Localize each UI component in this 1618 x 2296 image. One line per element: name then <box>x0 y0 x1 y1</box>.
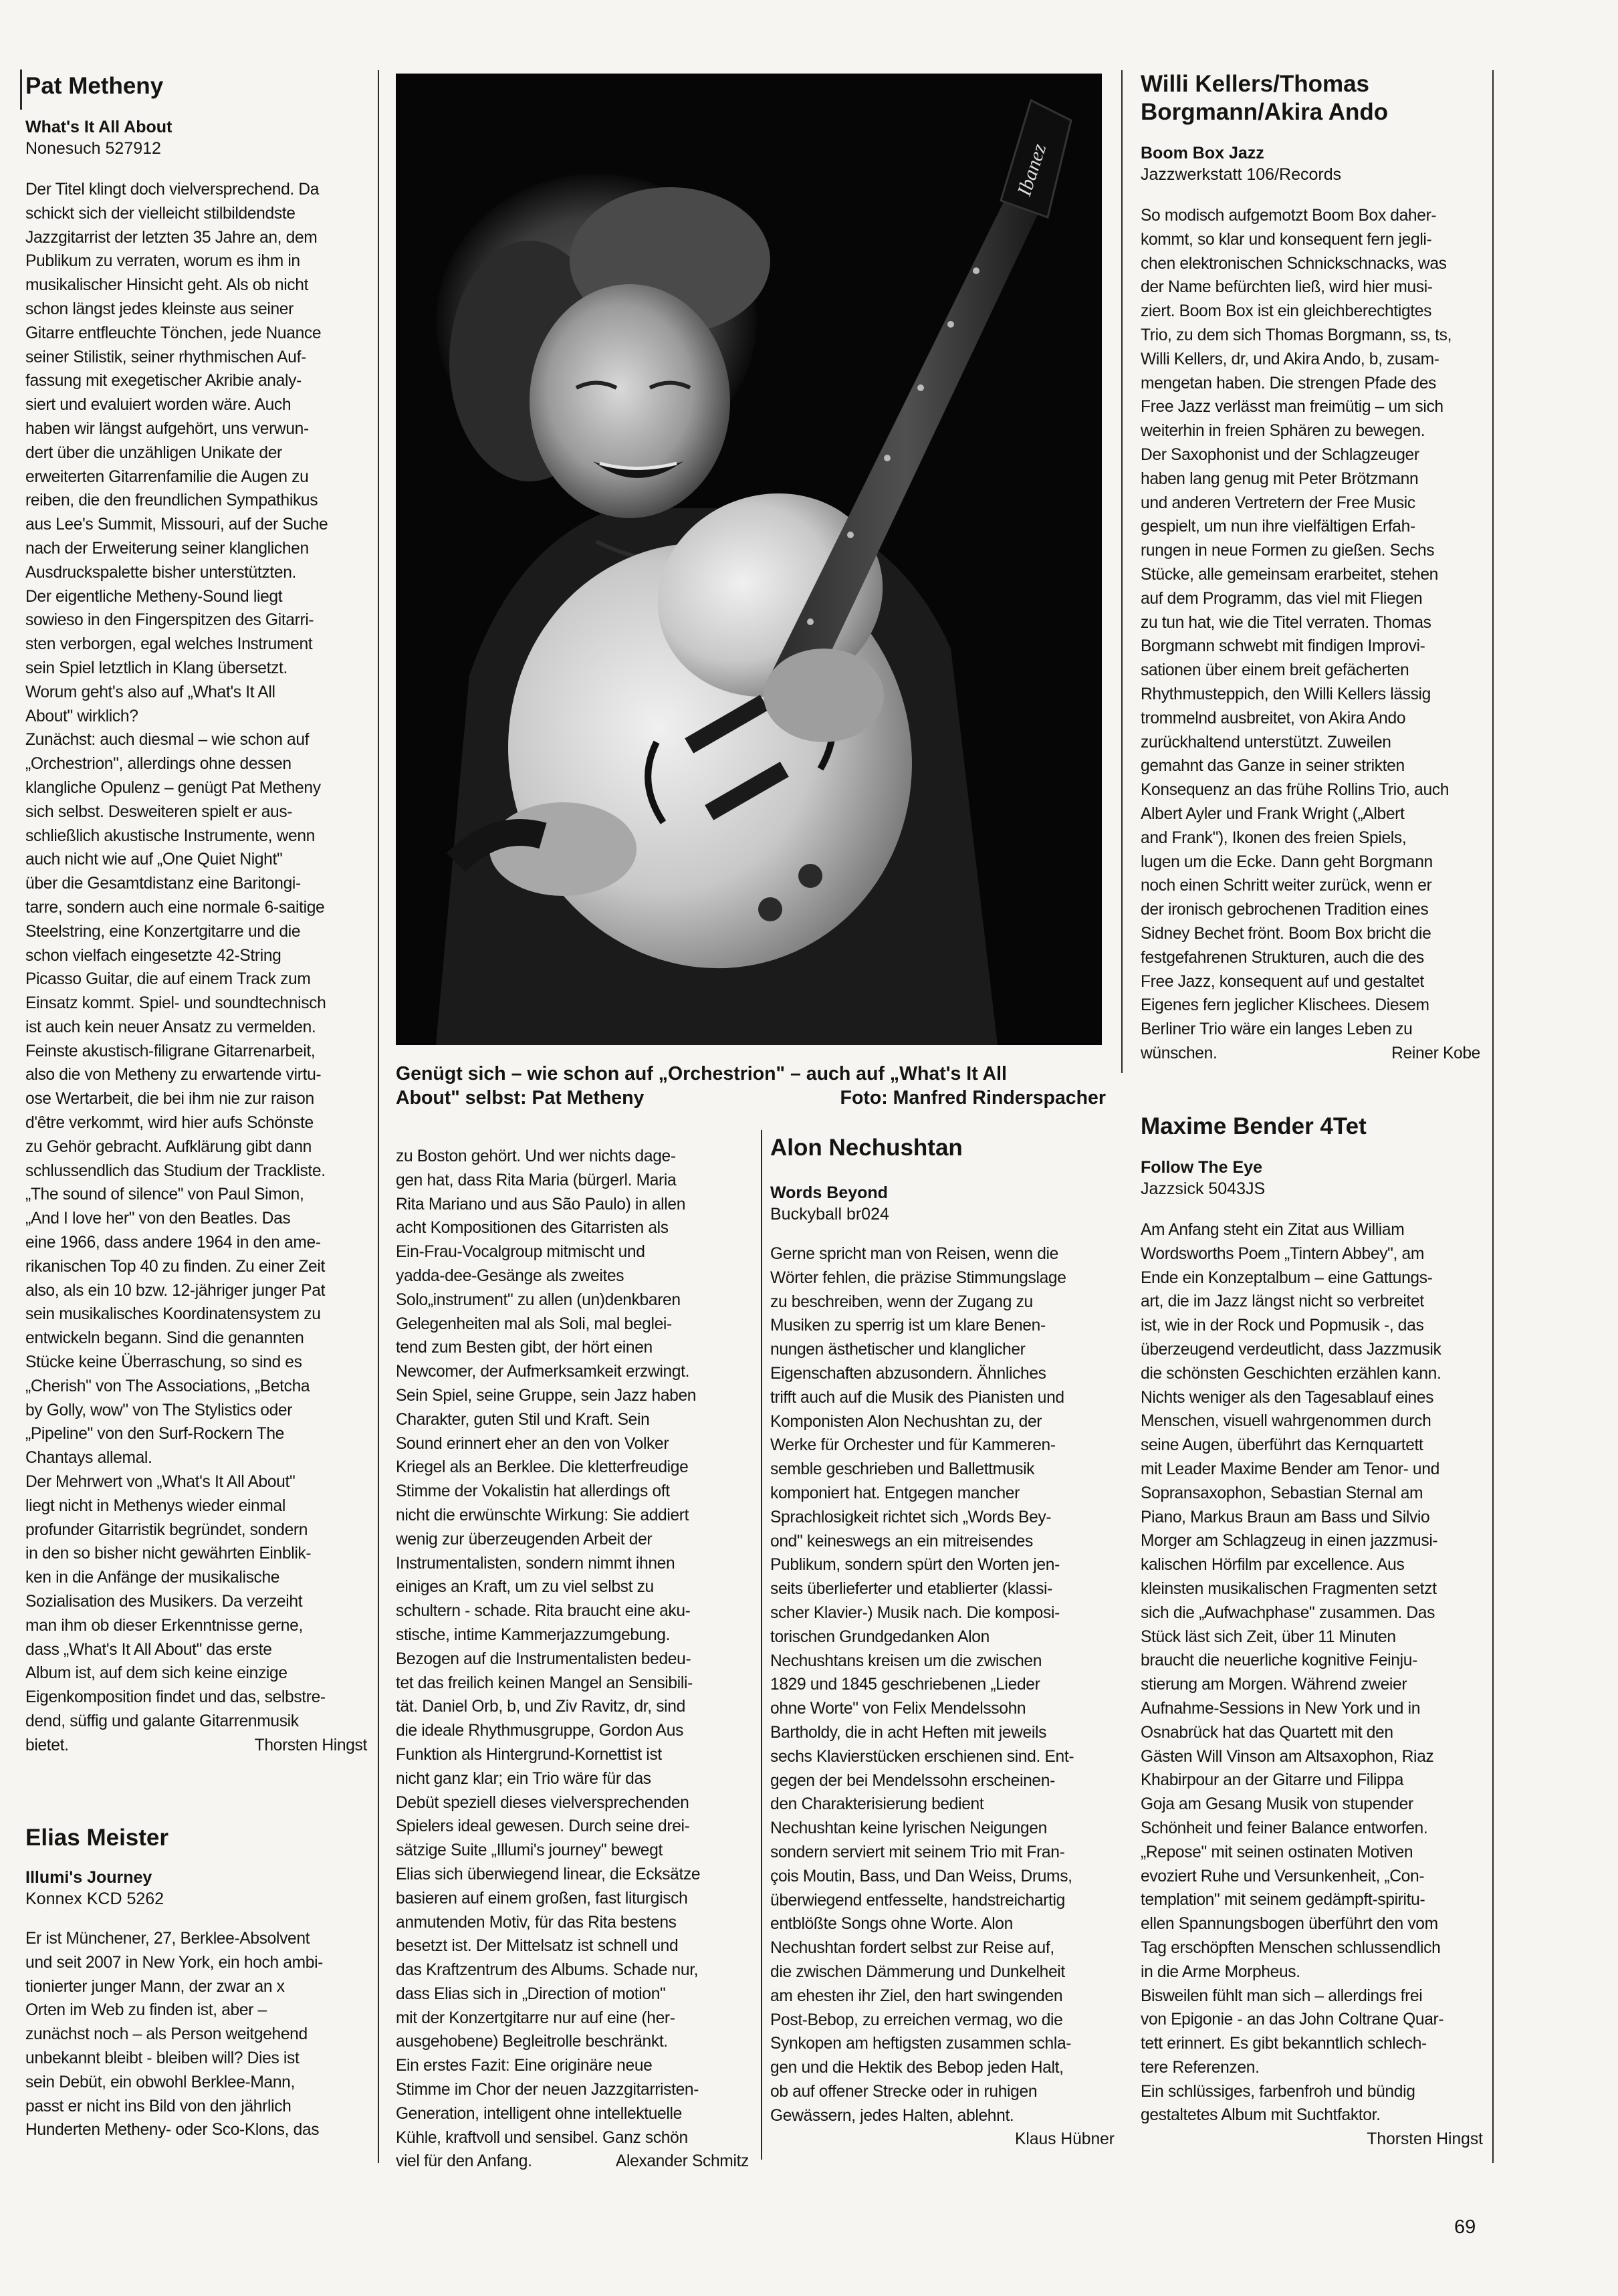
review-album-title: Follow The Eye <box>1141 1158 1262 1177</box>
review-album-title: Words Beyond <box>770 1183 888 1202</box>
review-willi-kellers <box>1141 70 1483 1066</box>
review-label: Buckyball br024 <box>770 1205 889 1224</box>
photo-caption <box>396 1062 1106 1110</box>
review-album-title: Boom Box Jazz <box>1141 144 1264 162</box>
review-album-title: Illumi's Journey <box>25 1868 152 1887</box>
review-text: Gerne spricht man von Reisen, wenn die Wörter fehlen, die präzise Stimmungslage zu beschreiben, wenn der Zugang zu Musiken zu sperrig ist um klare Benen- nungen ästhetischer und klanglicher Eigenschaften abzusondern. Ähnliches trifft auch auf die Musik des Pianisten und Komponisten Alon Nechushtan zu, der Werke für Orchester und für Kammeren- semble geschrieben und Ballettmusik komponiert hat. Entgegen mancher Sprachlosigkeit richtet sich „Words Bey- ond" keineswegs an ein mitreisendes Publikum, sondern spürt den Worten jen- seits überlieferter und etablierter (klassi- scher Klavier-) Musik nach. Die komposi- torischen Grundgedanken Alon Nechushtans kreisen um die zwischen 1829 und 1845 geschriebenen „Lieder ohne Worte" von Felix Mendelssohn Bartholdy, die in acht Heften mit jeweils sechs Klavierstücken erschienen sind. Ent- gegen der bei Mendelssohn erscheinen- den Charakterisierung bedient Nechushtan keine lyrischen Neigungen sondern serviert mit seinem Trio mit Fran- çois Moutin, Bass, und Dan Weiss, Drums, überwiegend entfesselte, handstreichartig entblößte Songs ohne Worte. Alon Nechushtan fordert selbst zur Reise auf, die zwischen Dämmerung und Dunkelheit am ehesten ihr Ziel, den hart swingenden Post-Bebop, zu erreichen vermag, wo die Synkopen am heftigsten zusammen schla- gen und die Hektik des Bebop jeden Halt, ob auf offener Strecke oder in ruhigen Gewässern, jedes Halten, ablehnt. <box>770 1245 1074 2125</box>
column-rule-1 <box>378 70 379 2163</box>
review-text-continued: zu Boston gehört. Und wer nichts dage- gen hat, dass Rita Maria (bürgerl. Maria Rita Mariano und aus São Paulo) in allen acht Kompositionen des Gitarristen als Ein-Frau-Vocalgroup mitmischt und yadda-dee-Gesänge als zweites Solo„instrument" zu allen (un)denkbaren Gelegenheiten mal als Soli, mal beglei- tend zum Besten gibt, der hört einen Newcomer, der Aufmerksamkeit erzwingt. Sein Spiel, seine Gruppe, sein Jazz haben Charakter, guten Stil und Kraft. Sein Sound erinnert eher an den von Volker Kriegel als an Berklee. Die kletterfreudige Stimme der Vokalistin hat allerdings oft nicht die erwünschte Wirkung: Sie addiert wenig zur überzeugenden Arbeit der Instrumentalisten, sondern nimmt ihnen einiges an Kraft, um zu viel selbst zu schultern - schade. Rita braucht eine aku- stische, intime Kammerjazzumgebung. Bezogen auf die Instrumentalisten bedeu- tet das freilich keinen Mangel an Sensibili- tät. Daniel Orb, b, und Ziv Ravitz, dr, sind die ideale Rhythmusgruppe, Gordon Aus Funktion als Hintergrund-Kornettist ist nicht ganz klar; ein Trio wäre für das Debüt speziell dieses vielversprechenden Spielers ideal gewesen. Durch seine drei- sätzige Suite „Illumi's journey" bewegt Elias sich überwiegend linear, die Ecksätze basieren auf einem großen, fast liturgisch anmutenden Motiv, für das Rita bestens besetzt ist. Der Mittelsatz ist schnell und das Kraftzentrum des Albums. Schade nur, dass Elias sich in „Direction of motion" mit der Konzertgitarre nur auf eine (her- ausgehobene) Begleitrolle beschränkt. Ein erstes Fazit: Eine originäre neue Stimme im Chor der neuen Jazzgitarristen- Generation, intelligent ohne intellektuelle Kühle, kraftvoll und sensibel. Ganz schön <box>396 1147 701 2147</box>
review-artist-line-2: Borgmann/Akira Ando <box>1141 99 1389 125</box>
review-text: Der Titel klingt doch vielversprechend. Da schickt sich der vielleicht stilbildendste Jazzgitarrist der letzten 35 Jahre an, dem Publikum zu verraten, worum es ihm in musikalischer Hinsicht geht. Als ob nicht schon längst jedes kleinste aus seiner Gitarre entfleuchte Tönchen, jede Nuance seiner Stilistik, seiner rhythmischen Auf- fassung mit exegetischer Akribie analy- siert und evaluiert worden wäre. Auch haben wir längst aufgehört, uns verwun- dert über die unzähligen Unikate der erweiterten Gitarrenfamilie die Augen zu reiben, die den freundlichen Sympathikus aus Lee's Summit, Missouri, auf der Suche nach der Erweiterung seiner klanglichen Ausdruckspalette bisher unterstützten. Der eigentliche Metheny-Sound liegt sowieso in den Fingerspitzen des Gitarri- sten verborgen, egal welches Instrument sein Spiel letztlich in Klang übersetzt. Worum geht's also auf „What's It All About" wirklich? Zunächst: auch diesmal – wie schon auf „Orchestrion", allerdings ohne dessen klangliche Opulenz – genügt Pat Metheny sich selbst. Desweiteren spielt er aus- schließlich akustische Instrumente, wenn auch nicht wie auf „One Quiet Night" über die Gesamtdistanz eine Baritongi- tarre, sondern auch eine normale 6-saitige Steelstring, eine Konzertgitarre und die schon vielfach eingesetzte 42-String Picasso Guitar, die auf einem Track zum Einsatz kommt. Spiel- und soundtechnisch ist auch kein neuer Ansatz zu vermelden. Feinste akustisch-filigrane Gitarrenarbeit, also die von Metheny zu erwartende virtu- ose Wertarbeit, die bei ihm nie zur raison d'être verkommt, wird hier aufs Schönste zu Gehör gebracht. Aufklärung gibt dann schlussendlich das Studium der Trackliste. „The sound of silence" von Paul Simon, „And I love her" von den Beatles. Das eine 1966, dass andere 1964 in den ame- rikanischen Top 40 zu finden. Zu einer Zeit also, als ein 10 bzw. 12-jähriger junger Pat sein musikalisches Koordinatensystem zu entwickeln begann. Sind die genannten Stücke keine Überraschung, so sind es „Cherish" von The Associations, „Betcha by Golly, wow" von The Stylistics oder „Pipeline" von den Surf-Rockern The Chantays allemal. Der Mehrwert von „What's It All About" liegt nicht in Methenys wieder einmal profunder Gitarristik begründet, sondern in den so bisher nicht gewährten Einblik- ken in die Anfänge der musikalische Sozialisation des Musikers. Da verzeiht man ihm ob dieser Erkenntnisse gerne, dass „What's It All About" das erste Album ist, auf dem sich keine einzige Eigenkomposition findet und das, selbstre- dend, süffig und galante Gitarrenmusik <box>25 181 328 1730</box>
review-label: Nonesuch 527912 <box>25 139 161 158</box>
review-elias-meister <box>25 1824 370 2142</box>
review-author: Klaus Hübner <box>1014 2130 1115 2149</box>
review-text-end: bietet. <box>25 1736 69 1754</box>
review-artist-line-1: Willi Kellers/Thomas <box>1141 71 1370 97</box>
review-author: Reiner Kobe <box>1391 1044 1480 1062</box>
review-label: Jazzwerkstatt 106/Records <box>1141 165 1342 184</box>
review-author: Thorsten Hingst <box>254 1736 367 1754</box>
caption-line-2: About" selbst: Pat Metheny <box>396 1087 645 1109</box>
review-artist: Pat Metheny <box>25 73 164 99</box>
guitarist-photo-illustration <box>396 74 1102 1045</box>
review-elias-meister-continued <box>396 1145 752 2174</box>
review-text: Am Anfang steht ein Zitat aus William Wordsworths Poem „Tintern Abbey", am Ende ein Konzeptalbum – eine Gattungs- art, die im Jazz längst nicht so verbreitet ist, wie in der Rock und Popmusik -, das überzeugend verdeutlicht, dass Jazzmusik die schönsten Geschichten erzählen kann. Nichts weniger als den Tagesablauf eines Menschen, visuell wahrgenommen durch seine Augen, überführt das Kernquartett mit Leader Maxime Bender am Tenor- und Sopransaxophon, Sebastian Sternal am Piano, Markus Braun am Bass und Silvio Morger am Schlagzeug in einen jazzmusi- kalischen Hörfilm par excellence. Aus kleinsten musikalischen Fragmenten setzt sich die „Aufwachphase" zusammen. Das Stück läst sich Zeit, über 11 Minuten braucht die neuerliche kognitive Feinju- stierung am Morgen. Während zweier Aufnahme-Sessions in New York und in Osnabrück hat das Quartett mit den Gästen Will Vinson am Altsaxophon, Riaz Khabirpour an der Gitarre und Filippa Goja am Gesang Musik von stupender Schönheit und feiner Balance entworfen. „Repose" mit seinen ostinaten Motiven evoziert Ruhe und Versunkenheit, „Con- templation" mit seinem gedämpft-spiritu- ellen Spannungsbogen überführt den vom Tag erschöpften Menschen schlussendlich in die Arme Morpheus. Bisweilen fühlt man sich – allerdings frei von Epigonie - an das John Coltrane Quar- tett erinnert. Es gibt bekanntlich schlech- tere Referenzen. Ein schlüssiges, farbenfroh und bündig gestaltetes Album mit Suchtfaktor. <box>1141 1221 1444 2125</box>
column-rule-4 <box>1492 70 1494 2163</box>
review-album-title: What's It All About <box>25 118 172 136</box>
column-rule-2 <box>1121 70 1123 1073</box>
review-author: Thorsten Hingst <box>1367 2130 1483 2149</box>
review-artist: Maxime Bender 4Tet <box>1141 1113 1367 1139</box>
photo-pat-metheny <box>396 74 1102 1045</box>
review-pat-metheny <box>25 72 370 1758</box>
review-maxime-bender <box>1141 1113 1483 2152</box>
page-number: 69 <box>1454 2216 1476 2238</box>
review-label: Konnex KCD 5262 <box>25 1889 164 1908</box>
review-alon-nechushtan <box>770 1134 1115 2152</box>
review-label: Jazzsick 5043JS <box>1141 1179 1266 1198</box>
top-rule-left <box>20 70 22 110</box>
column-rule-3 <box>761 1130 762 2160</box>
review-author: Alexander Schmitz <box>615 2152 749 2171</box>
guitar-brand-logo: Ibanez <box>1013 140 1051 199</box>
review-text-end: viel für den Anfang. <box>396 2152 532 2171</box>
photo-credit: Foto: Manfred Rinderspacher <box>840 1087 1106 1109</box>
review-text: So modisch aufgemotzt Boom Box daher- kommt, so klar und konsequent fern jegli- chen elektronischen Schnickschnacks, was der Name befürchten ließ, wird hier musi- ziert. Boom Box ist ein gleichberechtigtes Trio, zu dem sich Thomas Borgmann, ss, ts, Willi Kellers, dr, und Akira Ando, b, zusam- mengetan haben. Die strengen Pfade des Free Jazz verlässt man freimütig – um sich weiterhin in freien Sphären zu bewegen. Der Saxophonist und der Schlagzeuger haben lang genug mit Peter Brötzmann und anderen Vertretern der Free Music gespielt, um nun ihre vielfältigen Erfah- rungen in neue Formen zu gießen. Sechs Stücke, alle gemeinsam erarbeitet, stehen auf dem Programm, das viel mit Fliegen zu tun hat, wie die Titel verraten. Thomas Borgmann schwebt mit findigen Improvi- sationen über einem breit gefächerten Rhythmusteppich, den Willi Kellers lässig trommelnd ausbreitet, von Akira Ando zurückhaltend unterstützt. Zuweilen gemahnt das Ganze in seiner strikten Konsequenz an das frühe Rollins Trio, auch Albert Ayler und Frank Wright („Albert and Frank"), Ikonen des freien Spiels, lugen um die Ecke. Dann geht Borgmann noch einen Schritt weiter zurück, wenn er der ironisch gebrochenen Tradition eines Sidney Bechet frönt. Boom Box bricht die festgefahrenen Strukturen, auch die des Free Jazz, konsequent auf und gestaltet Eigenes fern jeglicher Klischees. Diesem Berliner Trio wäre ein langes Leben zu <box>1141 207 1452 1039</box>
review-artist: Alon Nechushtan <box>770 1135 963 1161</box>
review-text: Er ist Münchener, 27, Berklee-Absolvent und seit 2007 in New York, ein hoch ambi- tionierter junger Mann, der zwar an x Orten im Web zu finden ist, aber – zunächst noch – als Person weitgehend unbekannt bleibt - bleiben will? Dies ist sein Debüt, ein obwohl Berklee-Mann, passt er nicht ins Bild von den jährlich Hunderten Metheny- oder Sco-Klons, das <box>25 1930 324 2140</box>
caption-line-1: Genügt sich – wie schon auf „Orchestrion" – auch auf „What's It All <box>396 1063 1007 1084</box>
review-artist: Elias Meister <box>25 1825 168 1851</box>
review-text-end: wünschen. <box>1141 1044 1218 1062</box>
